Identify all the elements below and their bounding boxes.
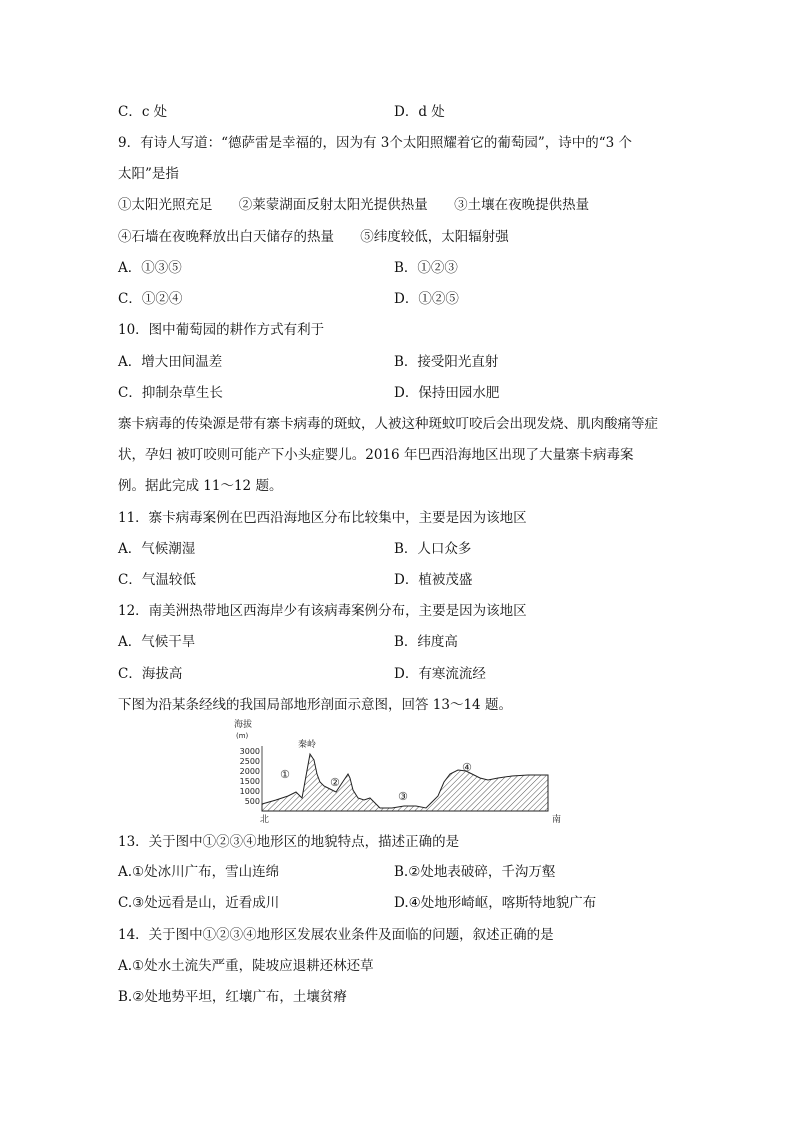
q12-option-c: C．海拔高 [118, 666, 183, 682]
q11-stem: 11．寨卡病毒案例在巴西沿海地区分布比较集中，主要是因为该地区 [118, 510, 527, 526]
q9-stem-line1: 9．有诗人写道：“德萨雷是幸福的，因为有 3个太阳照耀着它的葡萄园”，诗中的“3 个 [118, 135, 633, 151]
zika-passage-line1: 寨卡病毒的传染源是带有寨卡病毒的斑蚊，人被这种斑蚊叮咬后会出现发烧、肌肉酸痛等症 [118, 416, 658, 432]
q9-item-3: ③土壤在夜晚提供热量 [454, 197, 590, 213]
y-ticks [240, 747, 260, 806]
q8-option-d: D．d 处 [394, 104, 445, 120]
q12-option-d: D．有寒流流经 [394, 666, 486, 682]
q11-option-c: C．气温较低 [118, 572, 196, 588]
axis-title: 海拔 [234, 720, 253, 730]
q12-option-a: A．气候干旱 [118, 634, 196, 650]
y-tick-2000: 2000 [239, 767, 260, 776]
q9-option-b: B．①②③ [394, 260, 458, 276]
q14-stem: 14．关于图中①②③④地形区发展农业条件及面临的问题，叙述正确的是 [118, 927, 554, 943]
q10-option-b: B．接受阳光直射 [394, 354, 499, 370]
y-tick-500: 500 [244, 797, 260, 806]
axis-unit: (m) [236, 732, 249, 740]
q10-option-c: C．抑制杂草生长 [118, 385, 223, 401]
q13-option-d: D.④处地形崎岖，喀斯特地貌广布 [394, 895, 597, 911]
q11-option-d: D．植被茂盛 [394, 572, 473, 588]
q9-item-4: ④石墙在夜晚释放出白天储存的热量 [118, 229, 334, 245]
q14-option-a: A.①处水土流失严重，陡坡应退耕还林还草 [118, 958, 374, 974]
q12-option-b: B．纬度高 [394, 634, 458, 650]
q10-option-d: D．保持田园水肥 [394, 385, 500, 401]
region-marker-2: ② [330, 776, 340, 789]
direction-south: 南 [552, 815, 562, 824]
q11-option-b: B．人口众多 [394, 541, 472, 557]
q10-stem: 10．图中葡萄园的耕作方式有利于 [118, 322, 325, 338]
intro-13-14: 下图为沿某条经线的我国局部地形剖面示意图，回答 13～14 题。 [118, 697, 512, 713]
direction-north: 北 [260, 815, 270, 824]
q9-item-2: ②莱蒙湖面反射太阳光提供热量 [238, 197, 428, 213]
region-marker-1: ① [280, 768, 290, 781]
q8-option-c: C．c 处 [118, 104, 168, 120]
q9-option-c: C．①②④ [118, 291, 183, 307]
zika-passage-line3: 例。据此完成 11～12 题。 [118, 478, 283, 494]
terrain-profile-figure [232, 716, 584, 824]
y-tick-1500: 1500 [239, 777, 260, 786]
y-tick-3000: 3000 [239, 747, 260, 756]
q9-option-a: A．①③⑤ [118, 260, 182, 276]
q9-option-d: D．①②⑤ [394, 291, 459, 307]
q11-option-a: A．气候潮湿 [118, 541, 196, 557]
q9-item-5: ⑤纬度较低，太阳辐射强 [360, 229, 509, 245]
q13-option-b: B.②处地表破碎，千沟万壑 [394, 864, 556, 880]
zika-passage-line2: 状，孕妇 被叮咬则可能产下小头症婴儿。2016 年巴西沿海地区出现了大量寨卡病毒案 [118, 447, 634, 463]
q9-items-row1 [118, 195, 589, 215]
q10-option-a: A．增大田间温差 [118, 354, 223, 370]
q13-option-a: A.①处冰川广布，雪山连绵 [118, 864, 280, 880]
peak-label: 秦岭 [298, 740, 317, 750]
y-tick-2500: 2500 [239, 757, 260, 766]
y-tick-1000: 1000 [239, 787, 260, 796]
q9-item-1: ①太阳光照充足 [118, 197, 213, 213]
q14-option-b: B.②处地势平坦，红壤广布，土壤贫瘠 [118, 989, 347, 1005]
region-marker-3: ③ [398, 790, 408, 803]
q9-stem-line2: 太阳”是指 [118, 166, 179, 182]
q13-option-c: C.③处远看是山，近看成川 [118, 895, 280, 911]
region-marker-4: ④ [462, 761, 472, 774]
q12-stem: 12．南美洲热带地区西海岸少有该病毒案例分布，主要是因为该地区 [118, 603, 527, 619]
q9-items-row2 [118, 227, 509, 247]
q13-stem: 13．关于图中①②③④地形区的地貌特点，描述正确的是 [118, 834, 460, 850]
